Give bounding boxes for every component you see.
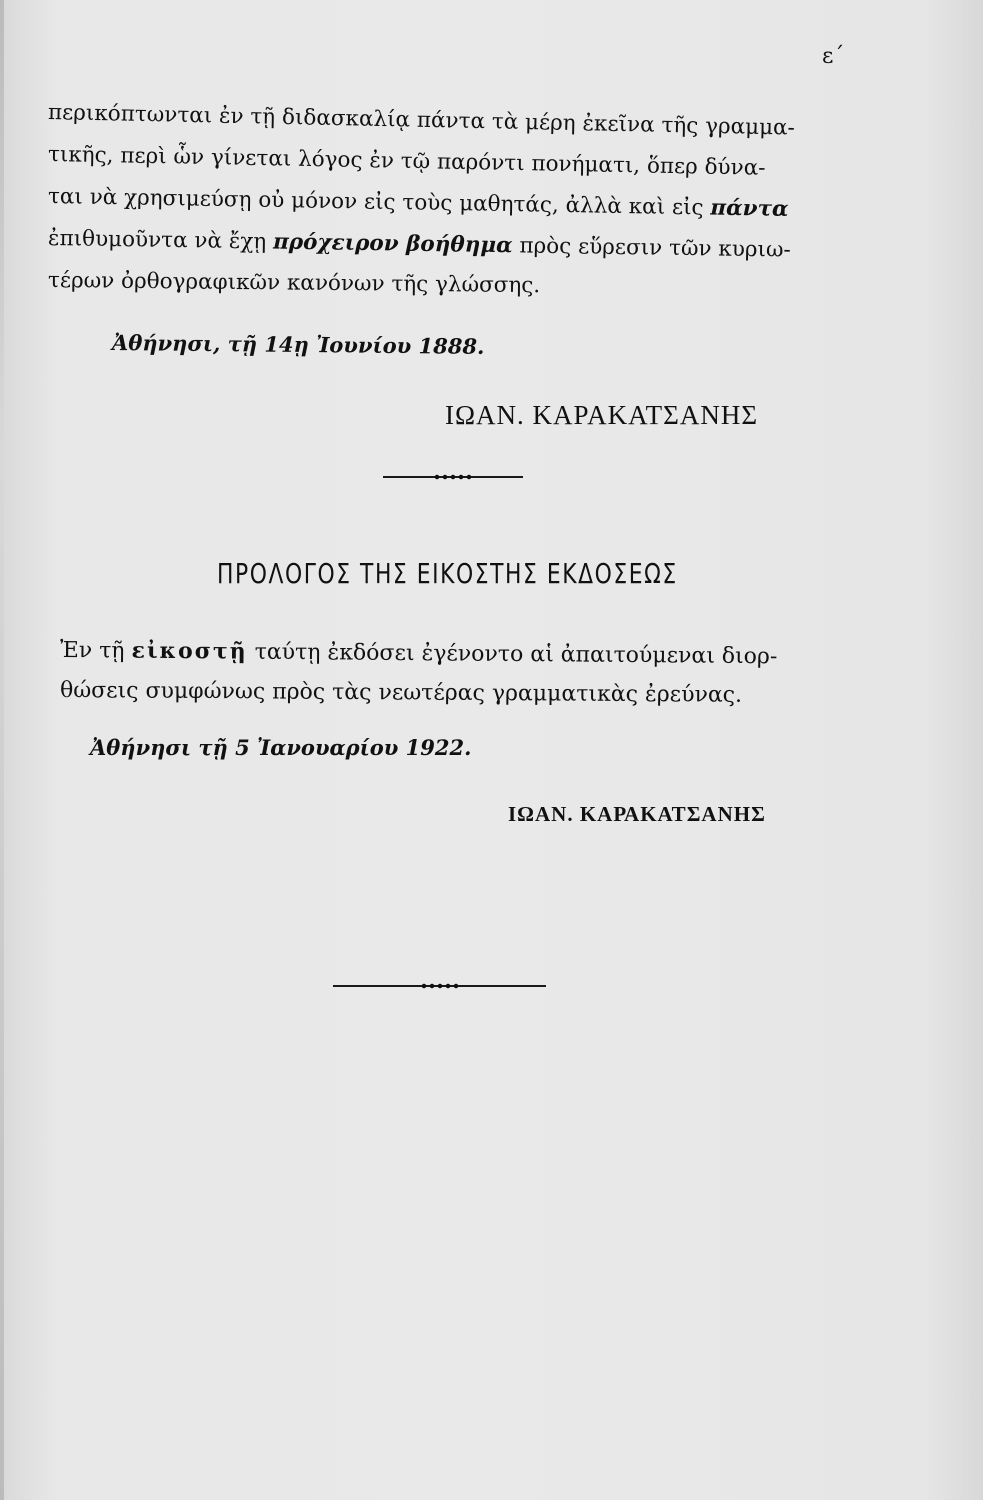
text-line: θώσεις συμφώνως πρὸς τὰς νεωτέρας γραμματικὰς ἐρεύνας.: [59, 678, 743, 708]
preface-1888-paragraph: [48, 92, 888, 302]
emphasized-word: πάντα: [710, 195, 789, 222]
text-segment: ταύτῃ ἐκδόσει ἐγένοντο αἱ ἀπαιτούμεναι διορ-: [254, 639, 778, 670]
preface-1888-signature: ΙΩΑΝ. ΚΑΡΑΚΑΤΣΑΝΗΣ: [445, 400, 759, 430]
section-divider: [383, 476, 523, 478]
text-segment: ται νὰ χρησιμεύσῃ οὐ μόνον εἰς τοὺς μαθητάς, ἀλλὰ καὶ εἰς: [47, 184, 704, 221]
page-edge: [0, 0, 4, 1500]
divider-ornament: [420, 982, 460, 990]
text-line: τικῆς, περὶ ὧν γίνεται λόγος ἐν τῷ παρόντι πονήματι, ὅπερ δύνα-: [47, 142, 766, 181]
preface-twentieth-date: Ἀθήνησι τῇ 5 Ἰανουαρίου 1922.: [90, 735, 472, 760]
text-segment: ἐπιθυμοῦντα νὰ ἔχῃ: [47, 226, 267, 255]
closing-divider: [333, 985, 546, 987]
preface-twentieth-paragraph: [60, 630, 890, 711]
text-segment: πρὸς εὕρεσιν τῶν κυριω-: [519, 233, 791, 263]
text-line: περικόπτωνται ἐν τῇ διδασκαλίᾳ πάντα τὰ μέρη ἐκεῖνα τῆς γραμμα-: [47, 100, 796, 141]
text-segment: Ἐν τῇ: [59, 638, 125, 664]
text-line: τέρων ὀρθογραφικῶν κανόνων τῆς γλώσσης.: [47, 268, 541, 299]
preface-1888-date: Ἀθήνησι, τῇ 14ῃ Ἰουνίου 1888.: [111, 330, 485, 359]
emphasized-word: εἰκοστῇ: [131, 637, 248, 665]
divider-ornament: [433, 473, 473, 481]
section-heading: ΠΡΟΛΟΓΟΣ ΤΗΣ ΕΙΚΟΣΤΗΣ ΕΚΔΟΣΕΩΣ: [217, 557, 678, 590]
page-number: ε΄: [822, 44, 845, 69]
emphasized-phrase: πρόχειρον βοήθημα: [272, 229, 513, 259]
preface-twentieth-signature: ΙΩΑΝ. ΚΑΡΑΚΑΤΣΑΝΗΣ: [508, 802, 766, 826]
